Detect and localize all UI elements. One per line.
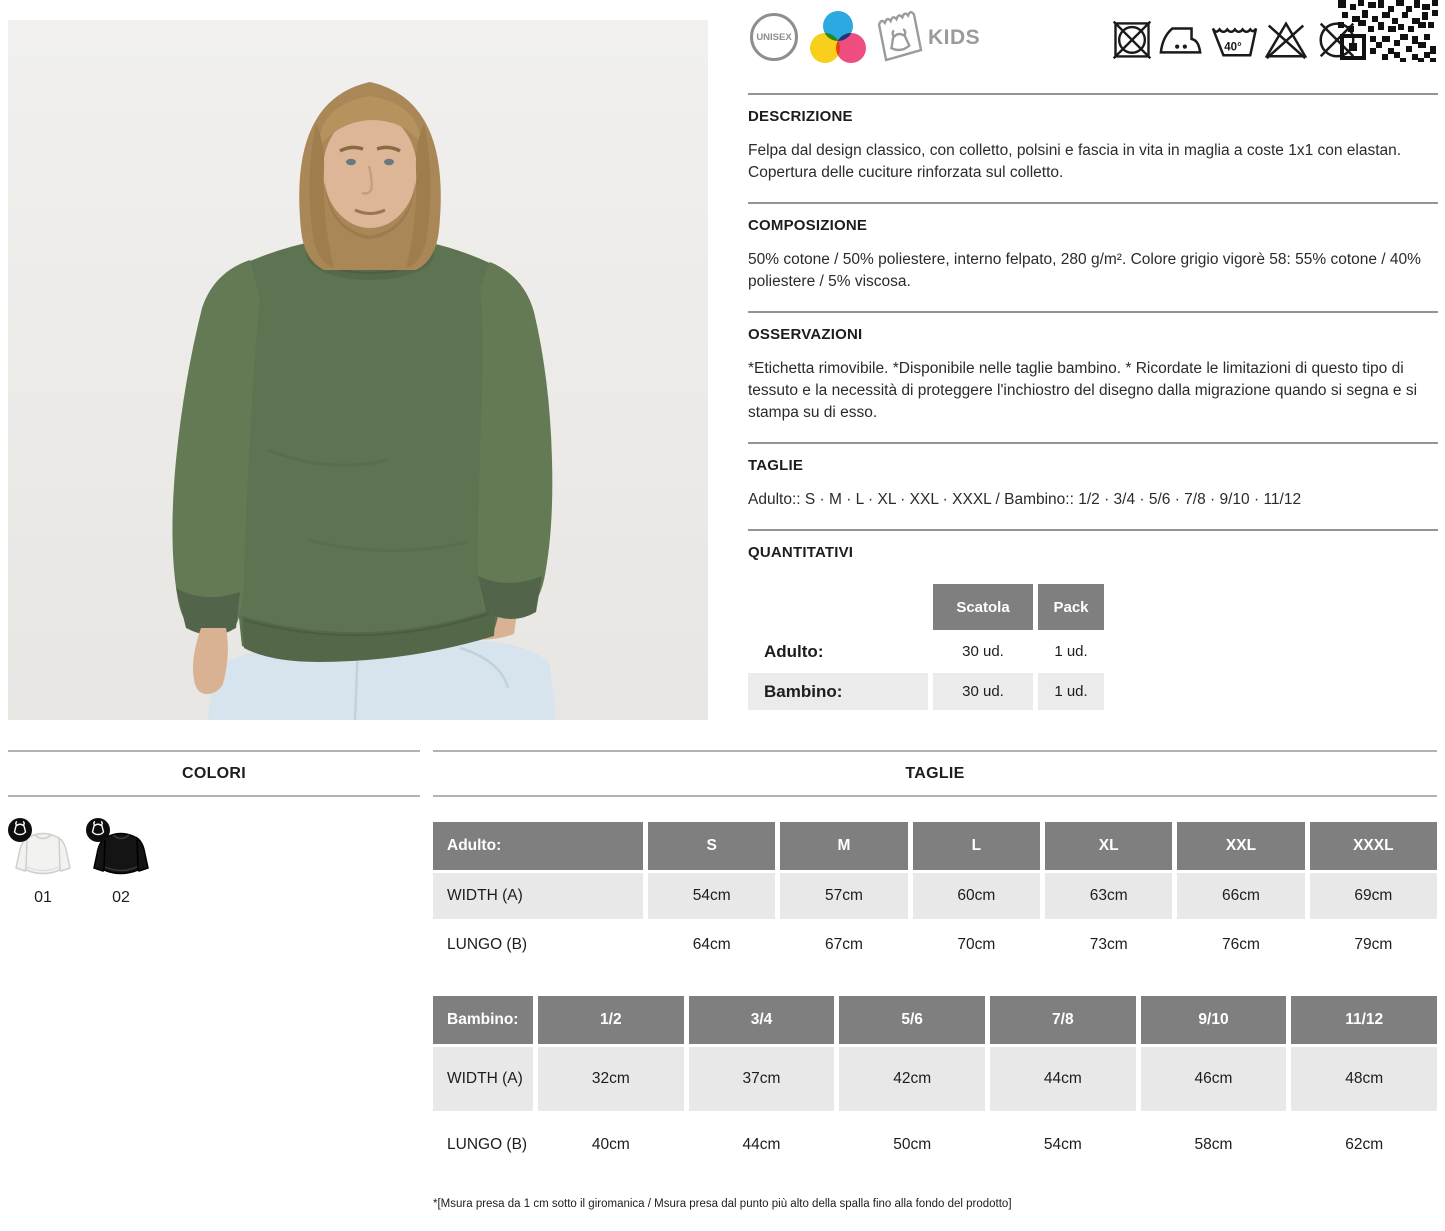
kids-label: KIDS: [928, 26, 981, 49]
care-symbols: [1110, 16, 1360, 62]
adult-width-value: 60cm: [913, 873, 1040, 919]
taglie-panel-title: TAGLIE: [433, 750, 1437, 797]
iron-medium-icon: [1158, 16, 1204, 62]
adult-lungo-value: 76cm: [1222, 935, 1260, 953]
quantity-adulto-pack: 1 ud.: [1054, 643, 1088, 660]
adult-lungo-value: 79cm: [1354, 935, 1393, 953]
kids-lungo-value: 62cm: [1345, 1135, 1384, 1153]
adult-size-col: L: [913, 822, 1040, 870]
section-taglie: [748, 442, 1438, 529]
product-photo: [8, 20, 708, 720]
kids-width-value: 32cm: [538, 1047, 684, 1111]
kids-lungo-value: 50cm: [893, 1135, 932, 1153]
taglie-title: TAGLIE: [748, 457, 804, 474]
kids-width-value: 46cm: [1141, 1047, 1287, 1111]
quantity-col-pack: Pack: [1038, 584, 1104, 630]
section-composizione: [748, 202, 1438, 311]
kids-lungo-value: 40cm: [591, 1135, 630, 1153]
quantity-table: [748, 584, 1099, 710]
kids-lungo-label: LUNGO (B): [447, 1135, 528, 1153]
kids-size-table: [433, 996, 1437, 1176]
color-swatch-01: [12, 824, 74, 907]
do-not-tumble-dry-icon: [1110, 16, 1154, 62]
kids-size-col: 11/12: [1291, 996, 1437, 1044]
adult-size-col: XXL: [1177, 822, 1304, 870]
adult-lungo-value: 64cm: [692, 935, 731, 953]
adult-lungo-value: 73cm: [1089, 935, 1128, 953]
qr-code: [1338, 0, 1438, 62]
adult-size-table: [433, 822, 1437, 968]
color-swatch-02: [90, 824, 152, 907]
measurement-footnote: *[Msura presa da 1 cm sotto il giromanica / Msura presa dal punto più alto della spalla fino alla fondo del prodotto]: [433, 1198, 1012, 1210]
colori-panel-title: COLORI: [8, 750, 420, 797]
swatch-code: 02: [112, 889, 130, 906]
quantity-table-spacer: [748, 584, 928, 630]
descrizione-body: Felpa dal design classico, con colletto, polsini e fascia in vita in maglia a coste 1x1 con elastan. Copertura delle cuciture rinforzata sul colletto.: [748, 142, 1402, 181]
kids-width-value: 37cm: [689, 1047, 835, 1111]
composizione-title: COMPOSIZIONE: [748, 217, 868, 234]
colori-panel: [8, 750, 420, 907]
swatch-code: 01: [34, 889, 52, 906]
kids-badge-icon: [8, 818, 32, 842]
kids-lungo-value: 58cm: [1194, 1135, 1233, 1153]
wash-40-icon: [1208, 16, 1258, 62]
composizione-body: 50% cotone / 50% poliestere, interno felpato, 280 g/m². Colore grigio vigorè 58: 55% cotone / 40% poliestere / 5% viscosa.: [748, 251, 1421, 290]
kids-size-col: 5/6: [839, 996, 985, 1044]
icon-row: [748, 0, 1438, 93]
full-color-print-icon: [810, 11, 866, 65]
unisex-label: UNISEX: [756, 31, 792, 43]
adult-width-label: WIDTH (A): [433, 873, 643, 919]
adult-width-value: 66cm: [1177, 873, 1304, 919]
section-osservazioni: [748, 311, 1438, 442]
osservazioni-body: *Etichetta rimovibile. *Disponibile nelle taglie bambino. * Ricordate le limitazioni di questo tipo di tessuto e la necessità di proteggere l'inchiostro del disegno dalla migrazione quando si segna e si stampa su di esso.: [748, 360, 1418, 421]
adult-width-value: 63cm: [1045, 873, 1172, 919]
model-illustration: [8, 20, 708, 720]
kids-lungo-value: 54cm: [1043, 1135, 1082, 1153]
osservazioni-title: OSSERVAZIONI: [748, 326, 863, 343]
adult-size-col: M: [780, 822, 907, 870]
kids-badge-icon: [86, 818, 110, 842]
adult-table-label: Adulto:: [433, 822, 643, 870]
adult-lungo-label: LUNGO (B): [447, 935, 528, 953]
adult-width-value: 69cm: [1310, 873, 1437, 919]
adult-lungo-value: 70cm: [957, 935, 996, 953]
adult-lungo-value: 67cm: [825, 935, 863, 953]
quantity-col-scatola: Scatola: [933, 584, 1033, 630]
kids-tag-icon: [874, 10, 924, 64]
taglie-body: Adulto:: S · M · L · XL · XXL · XXXL / Bambino:: 1/2 · 3/4 · 5/6 · 7/8 · 9/10 · 11/12: [748, 491, 1302, 508]
taglie-panel: [433, 750, 1437, 1210]
quantity-row-bambino-label: Bambino:: [748, 673, 928, 710]
adult-width-value: 54cm: [648, 873, 775, 919]
adult-size-col: XL: [1045, 822, 1172, 870]
quantity-adulto-scatola: 30 ud.: [962, 643, 1004, 660]
kids-size-col: 1/2: [538, 996, 684, 1044]
quantity-row-adulto-label: Adulto:: [764, 641, 824, 661]
kids-size-col: 3/4: [689, 996, 835, 1044]
do-not-bleach-icon: [1262, 16, 1310, 62]
section-quantitativi: [748, 529, 1438, 710]
descrizione-title: DESCRIZIONE: [748, 108, 853, 125]
adult-size-col: S: [648, 822, 775, 870]
kids-width-label: WIDTH (A): [433, 1047, 533, 1111]
kids-size-col: 7/8: [990, 996, 1136, 1044]
section-descrizione: [748, 93, 1438, 202]
quantity-bambino-pack: 1 ud.: [1038, 673, 1104, 710]
kids-width-value: 42cm: [839, 1047, 985, 1111]
quantitativi-title: QUANTITATIVI: [748, 544, 854, 561]
unisex-badge-icon: [750, 13, 798, 61]
adult-size-col: XXXL: [1310, 822, 1437, 870]
kids-width-value: 48cm: [1291, 1047, 1437, 1111]
wash-temp-label: 40°: [1224, 41, 1242, 54]
kids-table-label: Bambino:: [433, 996, 533, 1044]
color-swatches: [12, 824, 420, 907]
kids-size-col: 9/10: [1141, 996, 1287, 1044]
adult-width-value: 57cm: [780, 873, 907, 919]
kids-width-value: 44cm: [990, 1047, 1136, 1111]
quantity-bambino-scatola: 30 ud.: [933, 673, 1033, 710]
kids-lungo-value: 44cm: [742, 1135, 781, 1153]
spec-column: [748, 0, 1438, 710]
